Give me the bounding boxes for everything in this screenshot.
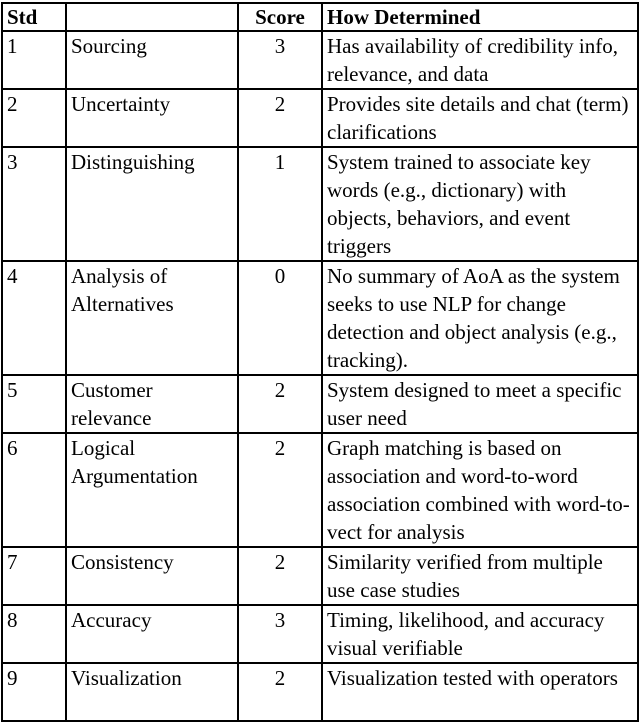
how-determined-text: Similarity verified from multiple use case studies (322, 547, 638, 605)
score-value: 3 (238, 31, 322, 89)
standard-name: Distinguishing (66, 147, 238, 261)
how-determined-text: System designed to meet a specific user need (322, 375, 638, 433)
std-number: 7 (2, 547, 66, 605)
table-row (2, 31, 638, 89)
header-std: Std (2, 3, 66, 31)
score-value: 2 (238, 547, 322, 605)
std-number: 8 (2, 605, 66, 663)
score-value: 1 (238, 147, 322, 261)
std-number: 2 (2, 89, 66, 147)
how-determined-text: Timing, likelihood, and accuracy visual verifiable (322, 605, 638, 663)
std-number: 5 (2, 375, 66, 433)
header-name (66, 3, 238, 31)
table-row (2, 375, 638, 433)
table-row (2, 261, 638, 375)
how-determined-text: No summary of AoA as the system seeks to use NLP for change detection and object analysis (e.g., tracking). (322, 261, 638, 375)
std-number: 6 (2, 433, 66, 547)
score-value: 3 (238, 605, 322, 663)
table-row (2, 433, 638, 547)
header-how-determined: How Determined (322, 3, 638, 31)
score-value: 2 (238, 89, 322, 147)
score-value: 0 (238, 261, 322, 375)
std-number: 4 (2, 261, 66, 375)
header-score: Score (238, 3, 322, 31)
standard-name: Uncertainty (66, 89, 238, 147)
standard-name: Analysis of Alternatives (66, 261, 238, 375)
std-number: 9 (2, 663, 66, 721)
standard-name: Sourcing (66, 31, 238, 89)
standard-name: Visualization (66, 663, 238, 721)
header-row (2, 3, 638, 31)
std-number: 3 (2, 147, 66, 261)
standard-name: Logical Argumentation (66, 433, 238, 547)
score-value: 2 (238, 375, 322, 433)
score-value: 2 (238, 433, 322, 547)
score-value: 2 (238, 663, 322, 721)
standard-name: Accuracy (66, 605, 238, 663)
std-number: 1 (2, 31, 66, 89)
how-determined-text: Visualization tested with operators (322, 663, 638, 721)
how-determined-text: Has availability of credibility info, relevance, and data (322, 31, 638, 89)
table-row (2, 147, 638, 261)
standards-table (1, 2, 639, 722)
table-row (2, 89, 638, 147)
how-determined-text: System trained to associate key words (e.g., dictionary) with objects, behaviors, and event triggers (322, 147, 638, 261)
standard-name: Consistency (66, 547, 238, 605)
how-determined-text: Graph matching is based on association and word-to-word association combined with word-to-vect for analysis (322, 433, 638, 547)
how-determined-text: Provides site details and chat (term) clarifications (322, 89, 638, 147)
table-row (2, 605, 638, 663)
standard-name: Customer relevance (66, 375, 238, 433)
table-row (2, 547, 638, 605)
table-row (2, 663, 638, 721)
